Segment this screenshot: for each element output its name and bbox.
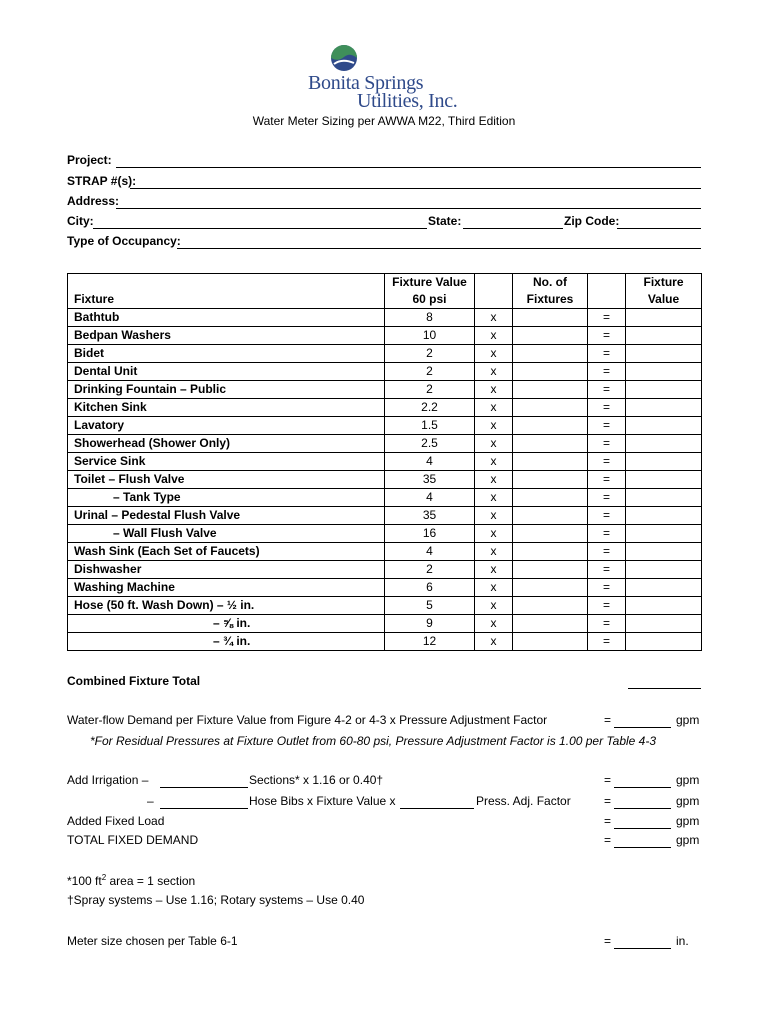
equals-sign: =: [588, 561, 626, 579]
multiply-sign: x: [475, 633, 513, 651]
total-fixed-label: TOTAL FIXED DEMAND: [67, 833, 199, 847]
zip-field[interactable]: [617, 228, 701, 229]
project-field[interactable]: [116, 167, 701, 168]
fixture-count-cell[interactable]: [513, 417, 588, 435]
multiply-sign: x: [475, 363, 513, 381]
fixture-value: 2: [385, 363, 475, 381]
fixture-total-cell[interactable]: [626, 525, 702, 543]
equals-sign: =: [588, 543, 626, 561]
fixture-value: 9: [385, 615, 475, 633]
irrigation-unit: gpm: [676, 773, 700, 787]
fixture-header: Fixture: [68, 274, 385, 309]
add-irrigation-label: Add Irrigation –: [67, 773, 149, 787]
multiply-sign: x: [475, 345, 513, 363]
fixture-total-cell[interactable]: [626, 615, 702, 633]
added-fixed-field[interactable]: [614, 828, 671, 829]
fixture-name: Kitchen Sink: [68, 399, 385, 417]
fixture-value-header: [385, 274, 475, 309]
irrigation-sections-field[interactable]: [160, 787, 248, 788]
occupancy-label: Type of Occupancy:: [67, 234, 181, 248]
table-row: [68, 453, 702, 471]
fixture-total-cell[interactable]: [626, 633, 702, 651]
fixture-value-header-line2: 60 psi: [412, 292, 447, 306]
table-row: [68, 327, 702, 345]
footnote-section-b: area = 1 section: [106, 874, 196, 888]
fixture-name: Hose (50 ft. Wash Down) – ½ in.: [68, 597, 385, 615]
fixture-value-header-line1: Fixture Value: [392, 275, 467, 289]
footnote-spray: †Spray systems – Use 1.16; Rotary systems – Use 0.40: [67, 893, 365, 907]
total-fixed-field[interactable]: [614, 847, 671, 848]
combined-total-label: Combined Fixture Total: [67, 674, 201, 688]
equals-sign: =: [588, 327, 626, 345]
table-row: [68, 633, 702, 651]
multiply-sign: x: [475, 417, 513, 435]
fixture-total-cell[interactable]: [626, 363, 702, 381]
fixture-name: Toilet – Flush Valve: [68, 471, 385, 489]
fixture-value: 5: [385, 597, 475, 615]
fixture-count-cell[interactable]: [513, 525, 588, 543]
no-of-fixtures-header-line2: Fixtures: [526, 292, 574, 306]
fixture-total-cell[interactable]: [626, 327, 702, 345]
equals-sign: =: [588, 453, 626, 471]
table-row: [68, 309, 702, 327]
total-value-header-line1: Fixture: [643, 275, 684, 289]
no-of-fixtures-header: [513, 274, 588, 309]
fixture-total-cell[interactable]: [626, 435, 702, 453]
meter-size-eq: =: [604, 934, 612, 948]
occupancy-field[interactable]: [177, 248, 701, 249]
state-field[interactable]: [463, 228, 563, 229]
total-fixed-eq: =: [604, 833, 612, 847]
fixture-count-cell[interactable]: [513, 435, 588, 453]
multiply-sign: x: [475, 489, 513, 507]
fixture-count-cell[interactable]: [513, 363, 588, 381]
total-fixed-unit: gpm: [676, 833, 700, 847]
equals-sign: =: [588, 579, 626, 597]
fixture-count-cell[interactable]: [513, 507, 588, 525]
state-label: State:: [428, 214, 462, 228]
fixture-total-cell[interactable]: [626, 453, 702, 471]
table-row: [68, 435, 702, 453]
pressure-note: *For Residual Pressures at Fixture Outlet from 60-80 psi, Pressure Adjustment Factor is 1.00 per Table 4-3: [90, 734, 657, 748]
multiply-sign: x: [475, 597, 513, 615]
fixture-total-cell[interactable]: [626, 579, 702, 597]
city-field[interactable]: [93, 228, 427, 229]
multiply-sign: x: [475, 615, 513, 633]
equals-sign: =: [588, 345, 626, 363]
fixture-value: 2: [385, 381, 475, 399]
table-row: [68, 543, 702, 561]
fixture-name: Bedpan Washers: [68, 327, 385, 345]
table-row: [68, 471, 702, 489]
equals-sign: =: [588, 417, 626, 435]
table-row: [68, 579, 702, 597]
fixture-name: – ¾ in.: [68, 633, 385, 651]
equals-sign: =: [588, 597, 626, 615]
multiply-sign: x: [475, 309, 513, 327]
fixture-name: Lavatory: [68, 417, 385, 435]
fixture-total-cell[interactable]: [626, 543, 702, 561]
table-row: [68, 345, 702, 363]
fixture-total-cell[interactable]: [626, 345, 702, 363]
fixture-name: Service Sink: [68, 453, 385, 471]
waterflow-unit: gpm: [676, 713, 700, 727]
multiply-sign: x: [475, 525, 513, 543]
hose-dash: –: [147, 794, 154, 808]
meter-size-field[interactable]: [614, 948, 671, 949]
fixture-value: 4: [385, 453, 475, 471]
equals-sign: =: [588, 525, 626, 543]
fixture-name: Showerhead (Shower Only): [68, 435, 385, 453]
fixture-table: [67, 273, 702, 651]
fixture-total-cell[interactable]: [626, 471, 702, 489]
fixture-count-cell[interactable]: [513, 633, 588, 651]
strap-label: STRAP #(s):: [67, 174, 137, 188]
fixture-value: 2: [385, 561, 475, 579]
table-row: [68, 381, 702, 399]
footnote-section-a: *100 ft: [67, 874, 102, 888]
multiply-sign: x: [475, 507, 513, 525]
fixture-count-cell[interactable]: [513, 579, 588, 597]
x-header: [475, 274, 513, 309]
fixture-count-cell[interactable]: [513, 381, 588, 399]
added-fixed-eq: =: [604, 814, 612, 828]
company-name-line2: Utilities, Inc.: [357, 90, 458, 112]
fixture-value: 4: [385, 489, 475, 507]
equals-sign: =: [588, 507, 626, 525]
fixture-value: 1.5: [385, 417, 475, 435]
hose-gpm-field[interactable]: [614, 808, 671, 809]
footnote-section-sup: 2: [101, 873, 107, 882]
fixture-count-cell[interactable]: [513, 471, 588, 489]
fixture-name: Bathtub: [68, 309, 385, 327]
fixture-value: 12: [385, 633, 475, 651]
fixture-count-cell[interactable]: [513, 327, 588, 345]
fixture-count-cell[interactable]: [513, 399, 588, 417]
equals-sign: =: [588, 435, 626, 453]
strap-field[interactable]: [130, 188, 701, 189]
fixture-name: – Wall Flush Valve: [68, 525, 385, 543]
fixture-value: 8: [385, 309, 475, 327]
table-row: [68, 399, 702, 417]
waterflow-label: Water-flow Demand per Fixture Value from Figure 4-2 or 4-3 x Pressure Adjustment Factor: [67, 713, 548, 727]
sections-label: Sections* x 1.16 or 0.40†: [249, 773, 384, 787]
total-value-header: [626, 274, 702, 309]
table-row: [68, 525, 702, 543]
zip-label: Zip Code:: [564, 214, 620, 228]
equals-sign: =: [588, 615, 626, 633]
fixture-count-cell[interactable]: [513, 561, 588, 579]
added-fixed-unit: gpm: [676, 814, 700, 828]
fixture-name: – Tank Type: [68, 489, 385, 507]
fixture-value: 16: [385, 525, 475, 543]
fixture-count-cell[interactable]: [513, 597, 588, 615]
total-value-header-line2: Value: [647, 292, 680, 306]
meter-size-label: Meter size chosen per Table 6-1: [67, 934, 238, 948]
fixture-count-cell[interactable]: [513, 615, 588, 633]
address-field[interactable]: [116, 208, 701, 209]
equals-sign: =: [588, 489, 626, 507]
fixture-total-cell[interactable]: [626, 399, 702, 417]
fixture-total-cell[interactable]: [626, 507, 702, 525]
press-adj-field[interactable]: [400, 808, 474, 809]
fixture-value: 2.5: [385, 435, 475, 453]
fixture-count-cell[interactable]: [513, 345, 588, 363]
equals-sign: =: [588, 309, 626, 327]
fixture-value: 35: [385, 471, 475, 489]
multiply-sign: x: [475, 471, 513, 489]
multiply-sign: x: [475, 327, 513, 345]
fixture-total-cell[interactable]: [626, 597, 702, 615]
fixture-value: 6: [385, 579, 475, 597]
multiply-sign: x: [475, 579, 513, 597]
equals-sign: =: [588, 399, 626, 417]
fixture-count-cell[interactable]: [513, 453, 588, 471]
fixture-count-cell[interactable]: [513, 309, 588, 327]
fixture-total-cell[interactable]: [626, 309, 702, 327]
project-label: Project:: [67, 153, 112, 167]
table-row: [68, 489, 702, 507]
fixture-total-cell[interactable]: [626, 561, 702, 579]
hose-eq: =: [604, 794, 612, 808]
combined-total-field[interactable]: [628, 688, 701, 689]
equals-sign: =: [588, 363, 626, 381]
added-fixed-label: Added Fixed Load: [67, 814, 165, 828]
fixture-name: – ⅝ in.: [68, 615, 385, 633]
table-row: [68, 507, 702, 525]
fixture-name: Urinal – Pedestal Flush Valve: [68, 507, 385, 525]
fixture-value: 2: [385, 345, 475, 363]
fixture-name: Dental Unit: [68, 363, 385, 381]
hose-bibs-label: Hose Bibs x Fixture Value x: [249, 794, 396, 808]
table-header-row: [68, 274, 702, 309]
fixture-value: 35: [385, 507, 475, 525]
multiply-sign: x: [475, 453, 513, 471]
multiply-sign: x: [475, 381, 513, 399]
equals-sign: =: [588, 381, 626, 399]
table-row: [68, 597, 702, 615]
no-of-fixtures-header-line1: No. of: [533, 275, 567, 289]
multiply-sign: x: [475, 561, 513, 579]
fixture-total-cell[interactable]: [626, 417, 702, 435]
multiply-sign: x: [475, 399, 513, 417]
fixture-total-cell[interactable]: [626, 381, 702, 399]
fixture-name: Wash Sink (Each Set of Faucets): [68, 543, 385, 561]
page-title: Water Meter Sizing per AWWA M22, Third Edition: [252, 114, 516, 128]
footnote-section: [67, 873, 195, 888]
fixture-value: 4: [385, 543, 475, 561]
irrigation-eq: =: [604, 773, 612, 787]
fixture-name: Drinking Fountain – Public: [68, 381, 385, 399]
hose-bibs-field[interactable]: [160, 808, 248, 809]
fixture-name: Washing Machine: [68, 579, 385, 597]
irrigation-gpm-field[interactable]: [614, 787, 671, 788]
eq-header: [588, 274, 626, 309]
equals-sign: =: [588, 471, 626, 489]
waterflow-field[interactable]: [614, 727, 671, 728]
table-row: [68, 417, 702, 435]
fixture-value: 10: [385, 327, 475, 345]
meter-size-unit: in.: [676, 934, 689, 948]
equals-sign: =: [588, 633, 626, 651]
company-logo-icon: [330, 44, 358, 72]
press-adj-label: Press. Adj. Factor: [476, 794, 571, 808]
table-row: [68, 561, 702, 579]
multiply-sign: x: [475, 543, 513, 561]
table-row: [68, 615, 702, 633]
waterflow-eq: =: [604, 713, 612, 727]
fixture-count-cell[interactable]: [513, 489, 588, 507]
company-name-line1: Bonita Springs: [308, 72, 424, 94]
fixture-total-cell[interactable]: [626, 489, 702, 507]
multiply-sign: x: [475, 435, 513, 453]
fixture-count-cell[interactable]: [513, 543, 588, 561]
fixture-value: 2.2: [385, 399, 475, 417]
address-label: Address:: [67, 194, 120, 208]
fixture-name: Dishwasher: [68, 561, 385, 579]
fixture-name: Bidet: [68, 345, 385, 363]
table-row: [68, 363, 702, 381]
hose-unit: gpm: [676, 794, 700, 808]
city-label: City:: [67, 214, 94, 228]
